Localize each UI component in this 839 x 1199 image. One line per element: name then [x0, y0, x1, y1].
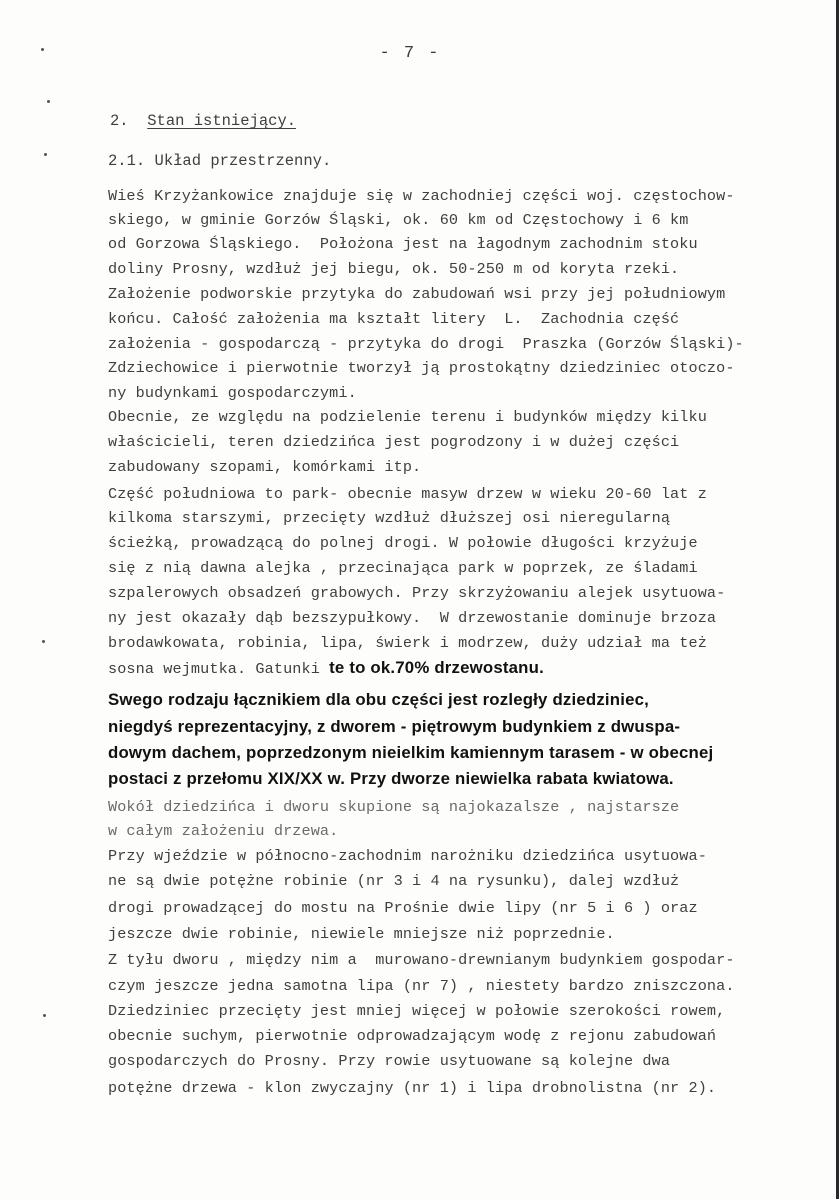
text-line: ścieżką, prowadzącą do polnej drogi. W połowie długości krzyżuje — [108, 534, 698, 552]
text-line: w całym założeniu drzewa. — [108, 822, 339, 840]
text-line: Część południowa to park- obecnie masyw drzew w wieku 20-60 lat z — [108, 485, 707, 503]
inserted-fragment: te to ok.70% drzewostanu. — [329, 658, 544, 677]
scan-speck — [42, 640, 45, 643]
scan-speck — [43, 1014, 46, 1017]
text-line: Zdziechowice i pierwotnie tworzył ją prostokątny dziedziniec otoczo- — [108, 359, 735, 377]
text-line: Założenie podworskie przytyka do zabudowań wsi przy jej południowym — [108, 285, 726, 303]
text-line: Wokół dziedzińca i dworu skupione są najokazalsze , najstarsze — [108, 798, 680, 816]
text-line: się z nią dawna alejka , przecinająca park w poprzek, ze śladami — [108, 559, 698, 577]
text-line: kilkoma starszymi, przecięty wzdłuż dłuższej osi nieregularną — [108, 509, 671, 527]
text-line: czym jeszcze jedna samotna lipa (nr 7) , niestety bardzo zniszczona. — [108, 977, 735, 995]
text-line: szpalerowych obsadzeń grabowych. Przy skrzyżowaniu alejek usytuowa- — [108, 584, 726, 602]
subsection-heading — [108, 152, 331, 170]
text-line — [108, 658, 544, 679]
text-line: Z tyłu dworu , między nim a murowano-drewnianym budynkiem gospodar- — [108, 951, 735, 969]
scan-speck — [47, 100, 50, 103]
text-line: obecnie suchym, pierwotnie odprowadzającym wodę z rejonu zabudowań — [108, 1027, 717, 1045]
text-line: końcu. Całość założenia ma kształt litery L. Zachodnia część — [108, 310, 680, 328]
text-line: ny jest okazały dąb bezszypułkowy. W drzewostanie dominuje brzoza — [108, 609, 717, 627]
section-heading — [110, 112, 296, 130]
text-line: gospodarczych do Prosny. Przy rowie usytuowane są kolejne dwa — [108, 1052, 671, 1070]
text-line: skiego, w gminie Gorzów Śląski, ok. 60 km od Częstochowy i 6 km — [108, 211, 689, 229]
text-line: ny budynkami gospodarczymi. — [108, 384, 357, 402]
text-line: właścicieli, teren dziedzińca jest pogrodzony i w dużej części — [108, 433, 680, 451]
section-title: Stan istniejący. — [147, 112, 297, 130]
subsection-number: 2.1. — [108, 152, 146, 170]
scan-speck — [44, 153, 47, 156]
text-line: Wieś Krzyżankowice znajduje się w zachodniej części woj. częstochow- — [108, 187, 735, 205]
bold-text-line: Swego rodzaju łącznikiem dla obu części jest rozległy dziedziniec, — [108, 690, 650, 709]
text-line: drogi prowadzącej do mostu na Prośnie dwie lipy (nr 5 i 6 ) oraz — [108, 899, 698, 917]
text-line: brodawkowata, robinia, lipa, świerk i modrzew, duży udział ma też — [108, 634, 707, 652]
page-number: - 7 - — [379, 44, 441, 63]
section-number: 2. — [110, 112, 129, 130]
text-line: doliny Prosny, wzdłuż jej biegu, ok. 50-250 m od koryta rzeki. — [108, 260, 680, 278]
bold-text-line: niegdyś reprezentacyjny, z dworem - piętrowym budynkiem z dwuspa- — [108, 717, 681, 736]
text-line: Obecnie, ze względu na podzielenie terenu i budynków między kilku — [108, 408, 707, 426]
text-line: Dziedziniec przecięty jest mniej więcej w połowie szerokości rowem, — [108, 1002, 726, 1020]
text-line: Przy wjeździe w północno-zachodnim narożniku dziedzińca usytuowa- — [108, 847, 707, 865]
bold-text-line: postaci z przełomu XIX/XX w. Przy dworze niewielka rabata kwiatowa. — [108, 769, 674, 788]
subsection-title: Układ przestrzenny. — [154, 152, 332, 170]
text-line: od Gorzowa Śląskiego. Położona jest na łagodnym zachodnim stoku — [108, 235, 698, 253]
bold-text-line: dowym dachem, poprzedzonym nieielkim kamiennym tarasem - w obecnej — [108, 743, 714, 762]
text-line: jeszcze dwie robinie, niewiele mniejsze niż poprzednie. — [108, 925, 615, 943]
text-line: ne są dwie potężne robinie (nr 3 i 4 na rysunku), dalej wzdłuż — [108, 872, 680, 890]
text-fragment: sosna wejmutka. Gatunki — [108, 660, 320, 678]
text-line: potężne drzewa - klon zwyczajny (nr 1) i lipa drobnolistna (nr 2). — [108, 1079, 717, 1097]
scan-speck — [41, 48, 44, 51]
text-line: założenia - gospodarczą - przytyka do drogi Praszka (Gorzów Śląski)- — [108, 335, 744, 353]
text-line: zabudowany szopami, komórkami itp. — [108, 458, 422, 476]
